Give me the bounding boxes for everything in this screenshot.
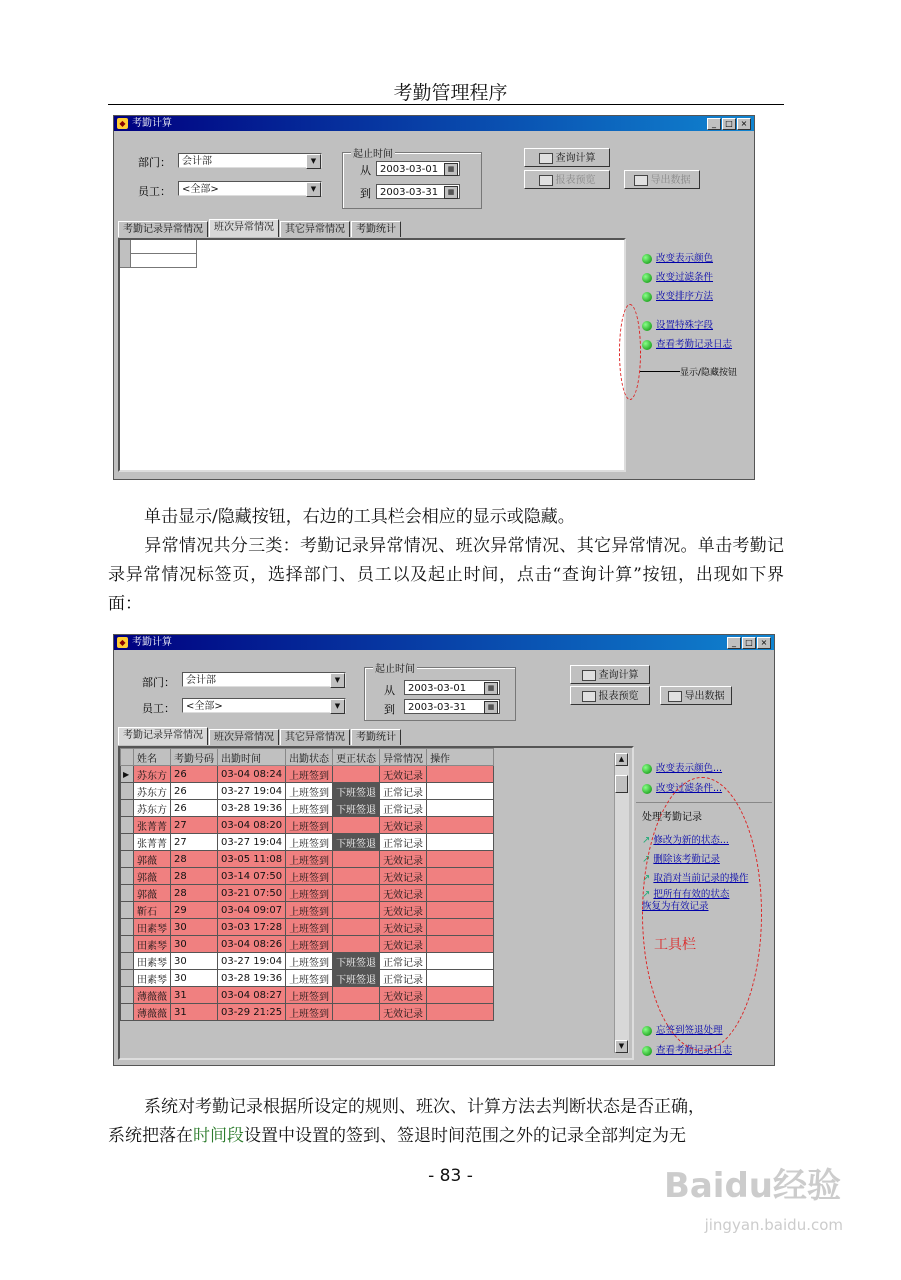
cell-fix[interactable] xyxy=(333,902,380,919)
emp-label: 员工： xyxy=(142,702,175,715)
from-date-input[interactable]: 2003-03-01 ▦ xyxy=(376,161,460,176)
cell-name[interactable]: 田素琴 xyxy=(134,936,171,953)
row-indicator xyxy=(121,834,134,851)
dept-select[interactable]: 会计部 ▼ xyxy=(182,672,346,687)
minimize-button[interactable]: _ xyxy=(707,118,721,130)
cell-time[interactable]: 03-14 07:50 xyxy=(218,868,286,885)
row-indicator xyxy=(121,885,134,902)
cell-fix[interactable]: 下班签退 xyxy=(333,953,380,970)
cell-status[interactable]: 上班签到 xyxy=(286,868,333,885)
cell-fix[interactable] xyxy=(333,766,380,783)
cell-result[interactable]: 无效记录 xyxy=(380,851,427,868)
cell-result[interactable]: 无效记录 xyxy=(380,987,427,1004)
cell-status[interactable]: 上班签到 xyxy=(286,800,333,817)
cell-action[interactable] xyxy=(427,834,494,851)
cell-id[interactable]: 26 xyxy=(171,766,218,783)
cell-fix[interactable] xyxy=(333,817,380,834)
cell-id[interactable]: 26 xyxy=(171,800,218,817)
cell-fix[interactable] xyxy=(333,1004,380,1021)
table-icon xyxy=(582,670,596,681)
section-label: 处理考勤记录 xyxy=(642,812,702,823)
table-row[interactable] xyxy=(121,953,494,970)
col-header-name[interactable]: 姓名 xyxy=(134,749,171,766)
cell-status[interactable]: 上班签到 xyxy=(286,987,333,1004)
emp-select[interactable]: <全部> ▼ xyxy=(178,181,322,196)
cell-id[interactable]: 28 xyxy=(171,851,218,868)
col-header-time[interactable]: 出勤时间 xyxy=(218,749,286,766)
go-icon xyxy=(642,764,652,774)
table-row[interactable] xyxy=(121,902,494,919)
cell-time[interactable]: 03-04 08:24 xyxy=(218,766,286,783)
tab-record-anomaly[interactable]: 考勤记录异常情况 xyxy=(118,727,208,745)
period-group: 起止时间 xyxy=(364,667,516,721)
cell-time[interactable]: 03-29 21:25 xyxy=(218,1004,286,1021)
cell-result[interactable]: 正常记录 xyxy=(380,783,427,800)
chevron-down-icon[interactable]: ▼ xyxy=(330,699,345,714)
cell-status[interactable]: 上班签到 xyxy=(286,936,333,953)
report-preview-button[interactable]: 报表预览 xyxy=(524,170,610,189)
tool-change-filter[interactable]: 改变过滤条件 xyxy=(642,269,713,283)
row-indicator: ▶ xyxy=(121,766,134,783)
cell-result[interactable]: 正常记录 xyxy=(380,800,427,817)
window-title: 考勤计算 xyxy=(132,637,172,648)
cell-time[interactable]: 03-03 17:28 xyxy=(218,919,286,936)
row-indicator xyxy=(121,919,134,936)
cell-status[interactable]: 上班签到 xyxy=(286,834,333,851)
attendance-grid[interactable] xyxy=(118,746,634,1060)
row-indicator xyxy=(121,868,134,885)
dept-label: 部门： xyxy=(142,676,175,689)
cell-result[interactable]: 无效记录 xyxy=(380,1004,427,1021)
cell-fix[interactable]: 下班签退 xyxy=(333,970,380,987)
cell-id[interactable]: 31 xyxy=(171,1004,218,1021)
go-icon xyxy=(642,1026,652,1036)
cell-id[interactable]: 27 xyxy=(171,817,218,834)
table-row[interactable] xyxy=(121,885,494,902)
cell-name[interactable]: 苏东方 xyxy=(134,783,171,800)
toolbar-pane xyxy=(634,238,752,472)
report-preview-button[interactable]: 报表预览 xyxy=(570,686,650,705)
cell-name[interactable]: 田素琴 xyxy=(134,970,171,987)
col-header-id[interactable]: 考勤号码 xyxy=(171,749,218,766)
cell-status[interactable]: 上班签到 xyxy=(286,885,333,902)
to-label: 到 xyxy=(384,703,395,716)
minimize-button[interactable]: _ xyxy=(727,637,741,649)
cell-action[interactable] xyxy=(427,987,494,1004)
cell-time[interactable]: 03-04 09:07 xyxy=(218,902,286,919)
query-calc-button[interactable]: 查询计算 xyxy=(524,148,610,167)
data-grid-empty[interactable] xyxy=(118,238,626,472)
cell-time[interactable]: 03-27 19:04 xyxy=(218,834,286,851)
row-indicator xyxy=(121,800,134,817)
cell-name[interactable]: 靳石 xyxy=(134,902,171,919)
tool-delete-record[interactable]: ↗ 删除该考勤记录 xyxy=(642,854,720,865)
row-indicator xyxy=(121,902,134,919)
export-data-button[interactable]: 导出数据 xyxy=(624,170,700,189)
table-row[interactable] xyxy=(121,783,494,800)
cell-id[interactable]: 27 xyxy=(171,834,218,851)
cell-id[interactable]: 28 xyxy=(171,885,218,902)
cell-name[interactable]: 郭薇 xyxy=(134,885,171,902)
header-rule xyxy=(108,104,784,105)
export-data-button[interactable]: 导出数据 xyxy=(660,686,732,705)
cell-id[interactable]: 30 xyxy=(171,970,218,987)
cell-result[interactable]: 无效记录 xyxy=(380,919,427,936)
calendar-icon[interactable]: ▦ xyxy=(484,682,498,695)
paragraph-4: 系统把落在时间段设置中设置的签到、签退时间范围之外的记录全部判定为无 xyxy=(108,1126,686,1146)
toggle-button-highlight xyxy=(619,304,641,400)
row-indicator xyxy=(121,970,134,987)
tab-other-anomaly[interactable]: 其它异常情况 xyxy=(280,729,350,745)
to-date-input[interactable]: 2003-03-31 ▦ xyxy=(376,184,460,199)
window-title: 考勤计算 xyxy=(132,118,172,129)
go-icon xyxy=(642,321,652,331)
cell-name[interactable]: 张菁菁 xyxy=(134,817,171,834)
paragraph-3: 系统对考勤记录根据所设定的规则、班次、计算方法去判断状态是否正确， xyxy=(144,1097,705,1117)
cell-result[interactable]: 无效记录 xyxy=(380,885,427,902)
tool-forgot-sign[interactable]: 忘签到签退处理 xyxy=(642,1022,723,1036)
cell-status[interactable]: 上班签到 xyxy=(286,783,333,800)
scroll-up-arrow-icon[interactable]: ▲ xyxy=(615,753,628,766)
cell-result[interactable]: 无效记录 xyxy=(380,902,427,919)
to-date-input[interactable]: 2003-03-31 ▦ xyxy=(404,699,500,714)
close-button[interactable]: × xyxy=(757,637,771,649)
table-row[interactable] xyxy=(121,919,494,936)
table-icon xyxy=(539,153,553,164)
dept-select[interactable]: 会计部 ▼ xyxy=(178,153,322,168)
attendance-table xyxy=(120,748,494,1021)
arrow-icon: ↗ xyxy=(642,889,651,900)
go-icon xyxy=(642,340,652,350)
cell-name[interactable]: 郭薇 xyxy=(134,851,171,868)
table-icon xyxy=(634,175,648,186)
cell-time[interactable]: 03-28 19:36 xyxy=(218,800,286,817)
cell-action[interactable] xyxy=(427,851,494,868)
window-titlebar[interactable] xyxy=(114,635,774,650)
emp-select[interactable]: <全部> ▼ xyxy=(182,698,346,713)
table-icon xyxy=(668,691,682,702)
cell-id[interactable]: 29 xyxy=(171,902,218,919)
cell-fix[interactable] xyxy=(333,851,380,868)
chevron-down-icon[interactable]: ▼ xyxy=(306,182,321,197)
tool-change-filter[interactable]: 改变过滤条件... xyxy=(642,780,722,794)
tool-change-sort[interactable]: 改变排序方法 xyxy=(642,288,713,302)
cell-fix[interactable] xyxy=(333,868,380,885)
cell-time[interactable]: 03-05 11:08 xyxy=(218,851,286,868)
cell-fix[interactable] xyxy=(333,987,380,1004)
row-indicator xyxy=(121,987,134,1004)
tab-record-anomaly[interactable]: 考勤记录异常情况 xyxy=(118,221,208,237)
cell-action[interactable] xyxy=(427,902,494,919)
window-attendance-calc-1 xyxy=(113,115,755,480)
cell-time[interactable]: 03-04 08:26 xyxy=(218,936,286,953)
go-icon xyxy=(642,784,652,794)
cell-fix[interactable] xyxy=(333,919,380,936)
tab-shift-anomaly[interactable]: 班次异常情况 xyxy=(209,219,279,237)
table-row[interactable] xyxy=(121,970,494,987)
arrow-icon: ↗ xyxy=(642,873,651,884)
cell-result[interactable]: 正常记录 xyxy=(380,953,427,970)
cell-status[interactable]: 上班签到 xyxy=(286,817,333,834)
cell-name[interactable]: 张菁菁 xyxy=(134,834,171,851)
cell-name[interactable]: 苏东方 xyxy=(134,766,171,783)
cell-action[interactable] xyxy=(427,868,494,885)
cell-action[interactable] xyxy=(427,800,494,817)
from-label: 从 xyxy=(384,684,395,697)
page-header-title: 考勤管理程序 xyxy=(393,82,508,104)
go-icon xyxy=(642,292,652,302)
col-header-status[interactable]: 出勤状态 xyxy=(286,749,333,766)
cell-action[interactable] xyxy=(427,766,494,783)
tool-view-log[interactable]: 查看考勤记录日志 xyxy=(642,1042,732,1056)
tab-strip xyxy=(118,729,402,747)
cell-fix[interactable] xyxy=(333,885,380,902)
cell-status[interactable]: 上班签到 xyxy=(286,1004,333,1021)
col-header-result[interactable]: 异常情况 xyxy=(380,749,427,766)
tool-view-log[interactable]: 查看考勤记录日志 xyxy=(642,336,732,350)
from-date-input[interactable]: 2003-03-01 ▦ xyxy=(404,680,500,695)
table-row[interactable] xyxy=(121,766,494,783)
tab-strip xyxy=(118,221,402,239)
cell-time[interactable]: 03-04 08:27 xyxy=(218,987,286,1004)
tool-restore-all[interactable]: ↗ 把所有有效的状态恢复为有效记录 xyxy=(642,889,730,912)
close-button[interactable]: × xyxy=(737,118,751,130)
tool-cancel-op[interactable]: ↗ 取消对当前记录的操作 xyxy=(642,873,749,884)
cell-status[interactable]: 上班签到 xyxy=(286,851,333,868)
arrow-icon: ↗ xyxy=(642,835,651,846)
table-row[interactable] xyxy=(121,851,494,868)
tab-shift-anomaly[interactable]: 班次异常情况 xyxy=(209,729,279,745)
tool-change-color[interactable]: 改变表示颜色... xyxy=(642,760,722,774)
cell-result[interactable]: 无效记录 xyxy=(380,817,427,834)
cell-name[interactable]: 田素琴 xyxy=(134,953,171,970)
cell-id[interactable]: 30 xyxy=(171,953,218,970)
toolbar-highlight xyxy=(642,777,762,1051)
table-icon xyxy=(539,175,553,186)
cell-name[interactable]: 薄薇薇 xyxy=(134,1004,171,1021)
cell-time[interactable]: 03-21 07:50 xyxy=(218,885,286,902)
table-row[interactable] xyxy=(121,987,494,1004)
cell-id[interactable]: 30 xyxy=(171,919,218,936)
app-icon: ◆ xyxy=(117,118,128,129)
cell-status[interactable]: 上班签到 xyxy=(286,953,333,970)
row-indicator-header xyxy=(121,749,134,766)
cell-fix[interactable] xyxy=(333,936,380,953)
cell-action[interactable] xyxy=(427,919,494,936)
cell-action[interactable] xyxy=(427,936,494,953)
cell-fix[interactable]: 下班签退 xyxy=(333,783,380,800)
row-indicator xyxy=(121,783,134,800)
tab-statistics[interactable]: 考勤统计 xyxy=(351,729,401,745)
cell-status[interactable]: 上班签到 xyxy=(286,970,333,987)
table-row[interactable] xyxy=(121,936,494,953)
arrow-icon: ↗ xyxy=(642,854,651,865)
cell-fix[interactable]: 下班签退 xyxy=(333,800,380,817)
cell-action[interactable] xyxy=(427,970,494,987)
emp-label: 员工： xyxy=(138,185,171,198)
paragraph-2: 异常情况共分三类：考勤记录异常情况、班次异常情况、其它异常情况。单击考勤记录异常情况标签页，选择部门、员工以及起止时间，点击“查询计算”按钮，出现如下界面： xyxy=(108,536,784,614)
cell-id[interactable]: 26 xyxy=(171,783,218,800)
toggle-note: 显示/隐藏按钮 xyxy=(680,368,738,378)
row-indicator xyxy=(121,1004,134,1021)
calendar-icon[interactable]: ▦ xyxy=(444,186,458,199)
app-icon: ◆ xyxy=(117,637,128,648)
go-icon xyxy=(642,254,652,264)
toolbar-annotation: 工具栏 xyxy=(654,937,696,953)
row-indicator xyxy=(121,851,134,868)
window-titlebar[interactable] xyxy=(114,116,754,131)
cell-result[interactable]: 无效记录 xyxy=(380,936,427,953)
cell-time[interactable]: 03-28 19:36 xyxy=(218,970,286,987)
cell-status[interactable]: 上班签到 xyxy=(286,919,333,936)
tab-other-anomaly[interactable]: 其它异常情况 xyxy=(280,221,350,237)
page-number: - 83 - xyxy=(428,1166,473,1186)
tool-change-color[interactable]: 改变表示颜色 xyxy=(642,250,713,264)
watermark-url: jingyan.baidu.com xyxy=(704,1216,843,1234)
maximize-button[interactable]: □ xyxy=(722,118,736,130)
cell-action[interactable] xyxy=(427,885,494,902)
cell-action[interactable] xyxy=(427,1004,494,1021)
time-segment-link[interactable]: 时间段 xyxy=(193,1126,244,1146)
dept-label: 部门： xyxy=(138,156,171,169)
cell-id[interactable]: 31 xyxy=(171,987,218,1004)
col-header-action[interactable]: 操作 xyxy=(427,749,494,766)
cell-name[interactable]: 郭薇 xyxy=(134,868,171,885)
maximize-button[interactable]: □ xyxy=(742,637,756,649)
paragraph-1: 单击显示/隐藏按钮，右边的工具栏会相应的显示或隐藏。 xyxy=(144,507,575,527)
cell-result[interactable]: 正常记录 xyxy=(380,834,427,851)
cell-action[interactable] xyxy=(427,817,494,834)
tab-statistics[interactable]: 考勤统计 xyxy=(351,221,401,237)
table-row[interactable] xyxy=(121,1004,494,1021)
period-group: 起止时间 xyxy=(342,152,482,209)
cell-id[interactable]: 28 xyxy=(171,868,218,885)
cell-result[interactable]: 无效记录 xyxy=(380,766,427,783)
cell-result[interactable]: 无效记录 xyxy=(380,868,427,885)
table-icon xyxy=(582,691,596,702)
cell-name[interactable]: 苏东方 xyxy=(134,800,171,817)
cell-action[interactable] xyxy=(427,783,494,800)
row-indicator xyxy=(121,936,134,953)
row-indicator xyxy=(121,817,134,834)
scroll-down-arrow-icon[interactable]: ▼ xyxy=(615,1040,628,1053)
table-row[interactable] xyxy=(121,817,494,834)
cell-id[interactable]: 30 xyxy=(171,936,218,953)
cell-time[interactable]: 03-27 19:04 xyxy=(218,783,286,800)
cell-result[interactable]: 正常记录 xyxy=(380,970,427,987)
cell-status[interactable]: 上班签到 xyxy=(286,902,333,919)
calendar-icon[interactable]: ▦ xyxy=(444,163,458,176)
table-row[interactable] xyxy=(121,800,494,817)
scroll-thumb[interactable] xyxy=(615,775,628,793)
row-indicator xyxy=(121,953,134,970)
go-icon xyxy=(642,1046,652,1056)
go-icon xyxy=(642,273,652,283)
chevron-down-icon[interactable]: ▼ xyxy=(306,154,321,169)
cell-fix[interactable]: 下班签退 xyxy=(333,834,380,851)
cell-time[interactable]: 03-27 19:04 xyxy=(218,953,286,970)
cell-name[interactable]: 田素琴 xyxy=(134,919,171,936)
table-row[interactable] xyxy=(121,834,494,851)
watermark-logo: Baidu经验 xyxy=(663,1166,841,1206)
callout-line xyxy=(640,371,680,372)
table-row[interactable] xyxy=(121,868,494,885)
cell-time[interactable]: 03-04 08:20 xyxy=(218,817,286,834)
cell-action[interactable] xyxy=(427,953,494,970)
calendar-icon[interactable]: ▦ xyxy=(484,701,498,714)
col-header-fix[interactable]: 更正状态 xyxy=(333,749,380,766)
vertical-scrollbar[interactable] xyxy=(614,753,629,1053)
chevron-down-icon[interactable]: ▼ xyxy=(330,673,345,688)
query-calc-button[interactable]: 查询计算 xyxy=(570,665,650,684)
cell-status[interactable]: 上班签到 xyxy=(286,766,333,783)
tool-modify-status[interactable]: ↗ 修改为新的状态... xyxy=(642,835,729,846)
to-label: 到 xyxy=(360,187,371,200)
from-label: 从 xyxy=(360,164,371,177)
tool-special-field[interactable]: 设置特殊字段 xyxy=(642,317,713,331)
window-attendance-calc-2 xyxy=(113,634,775,1066)
cell-name[interactable]: 薄薇薇 xyxy=(134,987,171,1004)
